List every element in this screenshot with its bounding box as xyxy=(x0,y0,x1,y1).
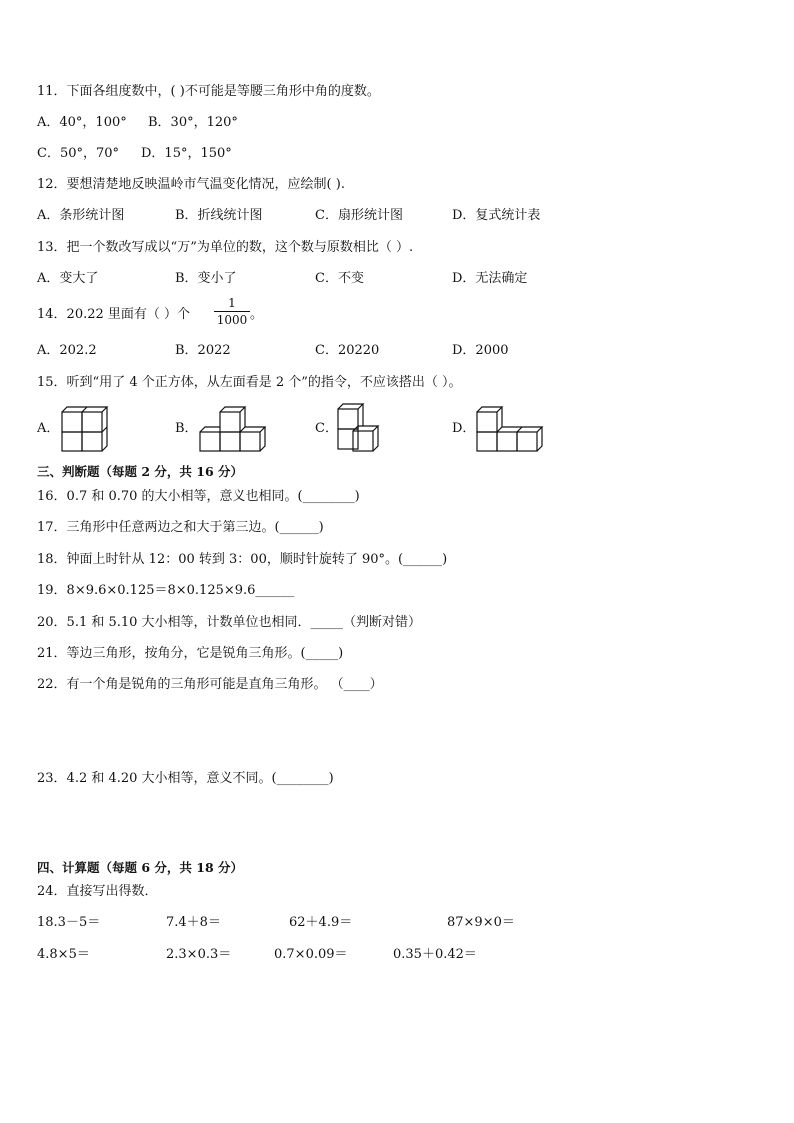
question-14-option-d[interactable]: D．2000 xyxy=(452,343,509,358)
cube-figure-a xyxy=(60,405,110,453)
question-14-stem-end: 。 xyxy=(250,307,264,322)
section-4-title: 四、计算题（每题 6 分，共 18 分） xyxy=(37,860,244,875)
question-12-option-c[interactable]: C．扇形统计图 xyxy=(315,208,403,223)
section-3-title: 三、判断题（每题 2 分，共 16 分） xyxy=(37,464,244,479)
question-11-option-a[interactable]: A．40°，100° xyxy=(37,115,127,130)
calc-item: 0.35＋0.42＝ xyxy=(393,947,477,962)
fraction-denominator: 1000 xyxy=(216,313,248,327)
calc-item: 18.3－5＝ xyxy=(37,915,101,930)
question-12-option-b[interactable]: B．折线统计图 xyxy=(175,208,263,223)
question-15-option-c[interactable]: C． xyxy=(315,421,338,436)
question-13-option-a[interactable]: A．变大了 xyxy=(37,271,99,286)
calc-item: 62＋4.9＝ xyxy=(289,915,353,930)
question-11-option-d[interactable]: D．15°，150° xyxy=(141,146,232,161)
question-12-option-a[interactable]: A．条形统计图 xyxy=(37,208,125,223)
calc-item: 7.4＋8＝ xyxy=(166,915,221,930)
calc-item: 2.3×0.3＝ xyxy=(166,947,232,962)
question-13-stem: 13．把一个数改写成以“万”为单位的数，这个数与原数相比（ ）. xyxy=(37,240,414,255)
question-15-option-a[interactable]: A． xyxy=(37,421,60,436)
question-13-option-b[interactable]: B．变小了 xyxy=(175,271,237,286)
question-14-option-c[interactable]: C．20220 xyxy=(315,343,380,358)
question-17: 17．三角形中任意两边之和大于第三边。(______) xyxy=(37,520,324,535)
question-14-option-a[interactable]: A．202.2 xyxy=(37,343,97,358)
question-20: 20．5.1 和 5.10 大小相等，计数单位也相同．_____（判断对错） xyxy=(37,615,422,630)
question-14-stem: 14．20.22 里面有（ ）个 xyxy=(37,307,191,322)
cube-figure-c xyxy=(336,402,386,454)
question-15-stem: 15．听到“用了 4 个正方体，从左面看是 2 个”的指令，不应该搭出（ ）。 xyxy=(37,375,462,390)
question-15-option-d[interactable]: D． xyxy=(452,421,476,436)
cube-figure-d xyxy=(475,405,545,453)
question-22: 22．有一个角是锐角的三角形可能是直角三角形。 （____） xyxy=(37,677,383,692)
calc-item: 4.8×5＝ xyxy=(37,947,90,962)
question-23: 23．4.2 和 4.20 大小相等，意义不同。(________) xyxy=(37,771,334,786)
question-15-option-b[interactable]: B． xyxy=(175,421,198,436)
question-16: 16．0.7 和 0.70 的大小相等，意义也相同。(________) xyxy=(37,489,360,504)
question-11-stem: 11．下面各组度数中，( )不可能是等腰三角形中角的度数。 xyxy=(37,84,380,99)
question-18: 18．钟面上时针从 12：00 转到 3：00，顺时针旋转了 90°。(______) xyxy=(37,552,448,567)
calc-item: 0.7×0.09＝ xyxy=(274,947,348,962)
question-13-option-c[interactable]: C．不变 xyxy=(315,271,364,286)
question-24-stem: 24．直接写出得数． xyxy=(37,884,158,899)
question-13-option-d[interactable]: D．无法确定 xyxy=(452,271,528,286)
question-21: 21．等边三角形，按角分，它是锐角三角形。(_____) xyxy=(37,646,344,661)
calc-item: 87×9×0＝ xyxy=(447,915,515,930)
question-19: 19．8×9.6×0.125＝8×0.125×9.6______ xyxy=(37,583,295,598)
question-14-option-b[interactable]: B．2022 xyxy=(175,343,231,358)
fraction-one-thousandth xyxy=(214,296,250,327)
question-11-option-b[interactable]: B．30°，120° xyxy=(148,115,238,130)
fraction-numerator: 1 xyxy=(228,296,236,310)
fraction-bar xyxy=(214,311,250,312)
question-11-option-c[interactable]: C．50°，70° xyxy=(37,146,120,161)
question-12-option-d[interactable]: D．复式统计表 xyxy=(452,208,541,223)
cube-figure-b xyxy=(198,405,266,453)
question-12-stem: 12．要想清楚地反映温岭市气温变化情况，应绘制( ). xyxy=(37,177,345,192)
